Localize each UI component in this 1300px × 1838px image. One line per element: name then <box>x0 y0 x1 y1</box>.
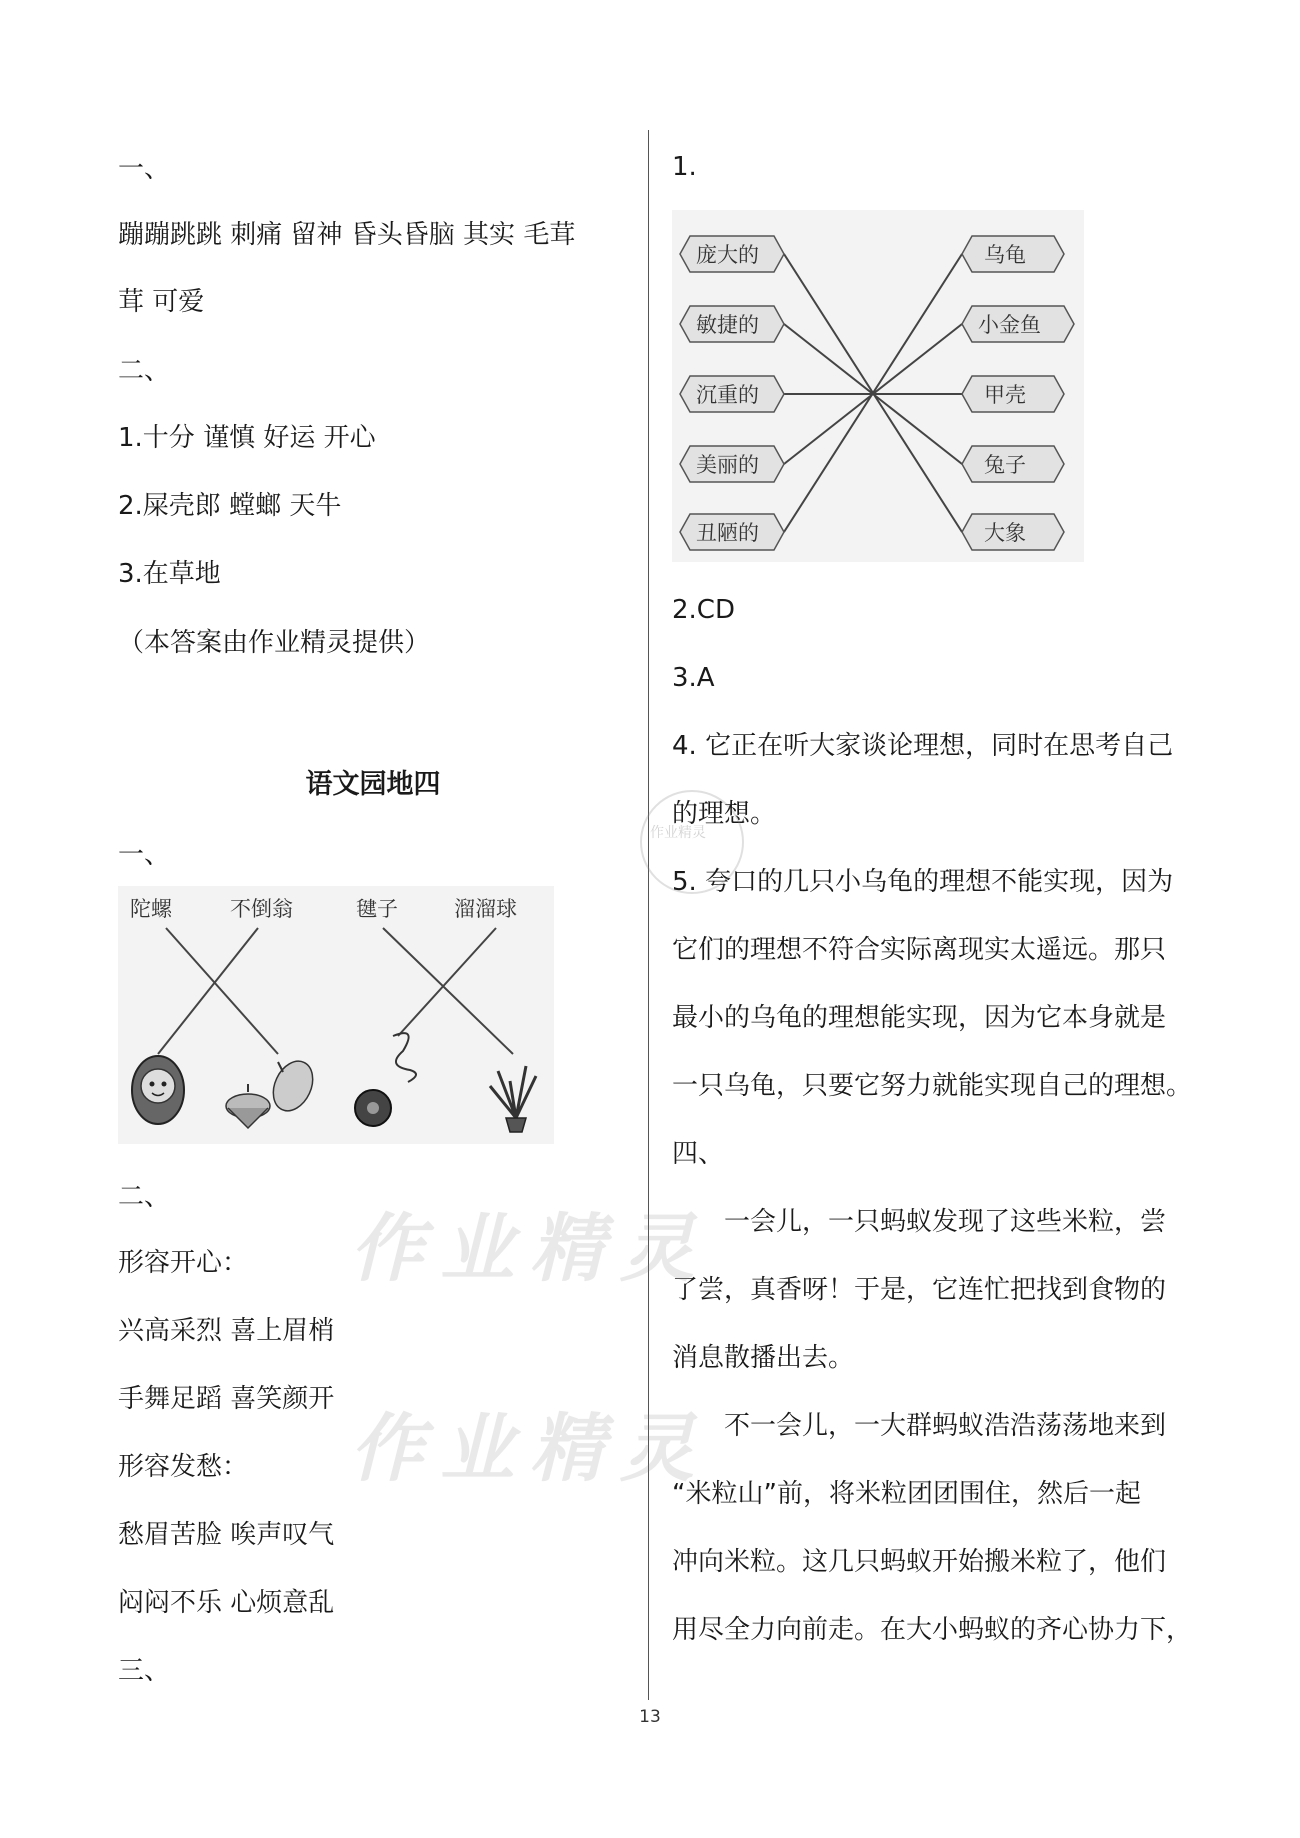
animal-matching-figure <box>672 210 1084 562</box>
adjective-label: 丑陋的 <box>696 521 759 545</box>
toy-label: 不倒翁 <box>230 897 293 921</box>
toy-label: 溜溜球 <box>454 897 517 921</box>
section-2-answer-3: 3.在草地 <box>118 559 221 589</box>
section-1-answer-line-1: 蹦蹦跳跳 刺痛 留神 昏头昏脑 其实 毛茸 <box>118 220 576 250</box>
paragraph-1-line-2: 了尝，真香呀！于是，它连忙把找到食物的 <box>672 1275 1167 1305</box>
watermark-seal-text: 作业精灵 <box>650 825 706 841</box>
toy-label: 毽子 <box>356 897 398 921</box>
adjective-tag <box>680 514 784 550</box>
section-1-header: 一、 <box>118 154 171 184</box>
sad-label: 形容发愁： <box>118 1452 249 1482</box>
spinning-top-icon <box>226 1084 270 1128</box>
animal-label: 兔子 <box>984 453 1026 477</box>
question-4-line-2: 的理想。 <box>672 799 777 829</box>
yoyo-icon <box>355 1033 416 1126</box>
sad-words-1: 愁眉苦脸 唉声叹气 <box>118 1520 335 1550</box>
garden-section-1-header: 一、 <box>118 840 171 870</box>
animal-label: 小金鱼 <box>978 313 1041 337</box>
paragraph-1-line-3: 消息散播出去。 <box>672 1343 855 1373</box>
paragraph-1-line-1: 一会儿，一只蚂蚁发现了这些米粒，尝 <box>724 1207 1167 1237</box>
shuttlecock-icon <box>490 1066 536 1132</box>
adjective-tag <box>680 446 784 482</box>
question-5-line-4: 一只乌龟，只要它努力就能实现自己的理想。 <box>672 1071 1193 1101</box>
adjective-label: 美丽的 <box>696 453 759 477</box>
paragraph-2-line-4: 用尽全力向前走。在大小蚂蚁的齐心协力下， <box>672 1615 1193 1645</box>
question-5-line-1: 5. 夸口的几只小乌龟的理想不能实现，因为 <box>672 867 1174 897</box>
animal-label: 乌龟 <box>984 243 1026 267</box>
spinning-top-icon <box>266 1055 321 1117</box>
animal-tag <box>962 236 1064 272</box>
section-2-answer-1: 1.十分 谨慎 好运 开心 <box>118 423 376 453</box>
paragraph-2-line-1: 不一会儿，一大群蚂蚁浩浩荡荡地来到 <box>724 1411 1167 1441</box>
paragraph-2-line-3: 冲向米粒。这几只蚂蚁开始搬米粒了，他们 <box>672 1547 1167 1577</box>
watermark: 作业精灵 <box>350 1206 710 1292</box>
animal-figure-svg <box>672 210 1084 562</box>
animal-tag <box>962 446 1064 482</box>
adjective-tag <box>680 236 784 272</box>
section-1-answer-line-2: 茸 可爱 <box>118 287 205 317</box>
tumbler-doll-icon <box>132 1056 184 1124</box>
happy-words-2: 手舞足蹈 喜笑颜开 <box>118 1384 335 1414</box>
watermark: 作业精灵 <box>350 1406 710 1492</box>
question-1-number: 1. <box>672 152 697 182</box>
toy-label: 陀螺 <box>130 897 172 921</box>
match-line <box>398 928 496 1036</box>
adjective-label: 庞大的 <box>696 243 759 267</box>
section-2-header: 二、 <box>118 356 171 386</box>
match-line <box>383 928 513 1054</box>
adjective-label: 沉重的 <box>696 383 759 407</box>
provider-note: （本答案由作业精灵提供） <box>118 628 431 658</box>
section-2-answer-2: 2.屎壳郎 螳螂 天牛 <box>118 491 342 521</box>
paragraph-2-line-2: “米粒山”前，将米粒团团围住，然后一起 <box>672 1479 1141 1509</box>
page-number: 13 <box>639 1707 661 1727</box>
garden-section-3-header: 三、 <box>118 1656 171 1686</box>
question-5-line-3: 最小的乌龟的理想能实现，因为它本身就是 <box>672 1003 1167 1033</box>
adjective-label: 敏捷的 <box>696 313 759 337</box>
question-2-answer: 2.CD <box>672 595 735 625</box>
question-4-line-1: 4. 它正在听大家谈论理想，同时在思考自己 <box>672 731 1174 761</box>
sad-words-2: 闷闷不乐 心烦意乱 <box>118 1588 335 1618</box>
adjective-tag <box>680 306 784 342</box>
toys-matching-figure <box>118 886 554 1144</box>
animal-tag <box>962 306 1074 342</box>
question-5-line-2: 它们的理想不符合实际离现实太遥远。那只 <box>672 935 1167 965</box>
animal-tag <box>962 376 1064 412</box>
happy-words-1: 兴高采烈 喜上眉梢 <box>118 1316 335 1346</box>
match-line <box>158 928 258 1054</box>
toys-figure-svg <box>118 886 554 1144</box>
animal-label: 大象 <box>984 521 1026 545</box>
section-4-header: 四、 <box>672 1139 725 1169</box>
animal-label: 甲壳 <box>984 383 1026 407</box>
happy-label: 形容开心： <box>118 1248 249 1278</box>
question-3-answer: 3.A <box>672 663 715 693</box>
adjective-tag <box>680 376 784 412</box>
animal-tag <box>962 514 1064 550</box>
watermark-seal <box>640 790 744 894</box>
section-title: 语文园地四 <box>305 769 441 800</box>
garden-section-2-header: 二、 <box>118 1182 171 1212</box>
match-line <box>166 928 278 1054</box>
